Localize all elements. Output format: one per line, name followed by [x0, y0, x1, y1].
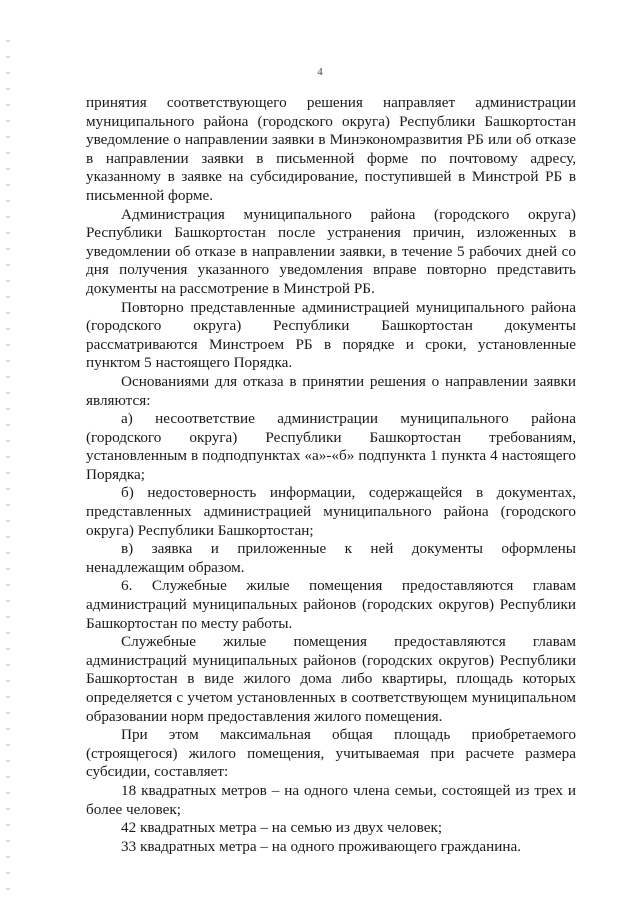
list-item-v: в) заявка и приложенные к ней документы оформлены ненадлежащим образом.	[86, 540, 576, 576]
area-norm-family-2: 42 квадратных метра – на семью из двух человек;	[121, 819, 443, 837]
paragraph-resubmission: Администрация муниципального района (городского округа) Республики Башкортостан после устранения причин, изложенных в уведомлении об отказе в направлении заявки, в течение 5 рабочих дней со дня получения указанного уведомления вправе повторно представить документы на рассмотрение в Минстрой РБ.	[86, 205, 576, 297]
page-number: 4	[317, 66, 323, 78]
paragraph-continuation: принятия соответствующего решения направляет администрации муниципального района (городского округа) Республики Башкортостан уведомление о направлении заявки в Минэкономразвития РБ или об отказе в направлении заявки в письменной форме по почтовому адресу, указанному в заявке на субсидирование, поступившей в Минстрой РБ в письменной форме.	[86, 94, 576, 204]
paragraph-max-area: При этом максимальная общая площадь приобретаемого (строящегося) жилого помещения, учитываемая при расчете размера субсидии, составляет:	[86, 726, 576, 781]
area-norm-single: 33 квадратных метра – на одного проживающего гражданина.	[121, 837, 522, 855]
area-norm-family-3plus: 18 квадратных метров – на одного члена семьи, состоящей из трех и более человек;	[86, 781, 576, 818]
binding-marks	[6, 40, 10, 900]
list-item-b: б) недостоверность информации, содержащейся в документах, представленных администрацией муниципального района (городского округа) Республики Башкортостан;	[86, 484, 576, 539]
paragraph-review: Повторно представленные администрацией муниципального района (городского округа) Республики Башкортостан документы рассматриваются Минстроем РБ в порядке и сроки, установленные пунктом 5 настоящего Порядка.	[86, 298, 576, 372]
list-item-a: а) несоответствие администрации муниципального района (городского округа) Республики Башкортостан требованиям, установленным в подподпунктах «а»-«б» подпункта 1 пункта 4 настоящего Порядка;	[86, 410, 576, 483]
section-6-paragraph: 6. Служебные жилые помещения предоставляются главам администраций муниципальных районов (городских округов) Республики Башкортостан по месту работы.	[86, 577, 576, 632]
paragraph-housing-type: Служебные жилые помещения предоставляются главам администраций муниципальных районов (городских округов) Республики Башкортостан в виде жилого дома либо квартиры, площадь которых определяется с учетом установленных в соответствующем муниципальном образовании норм предоставления жилого помещения.	[86, 633, 576, 725]
paragraph-refusal-grounds: Основаниями для отказа в принятии решения о направлении заявки являются:	[86, 372, 576, 409]
document-body	[86, 94, 576, 856]
